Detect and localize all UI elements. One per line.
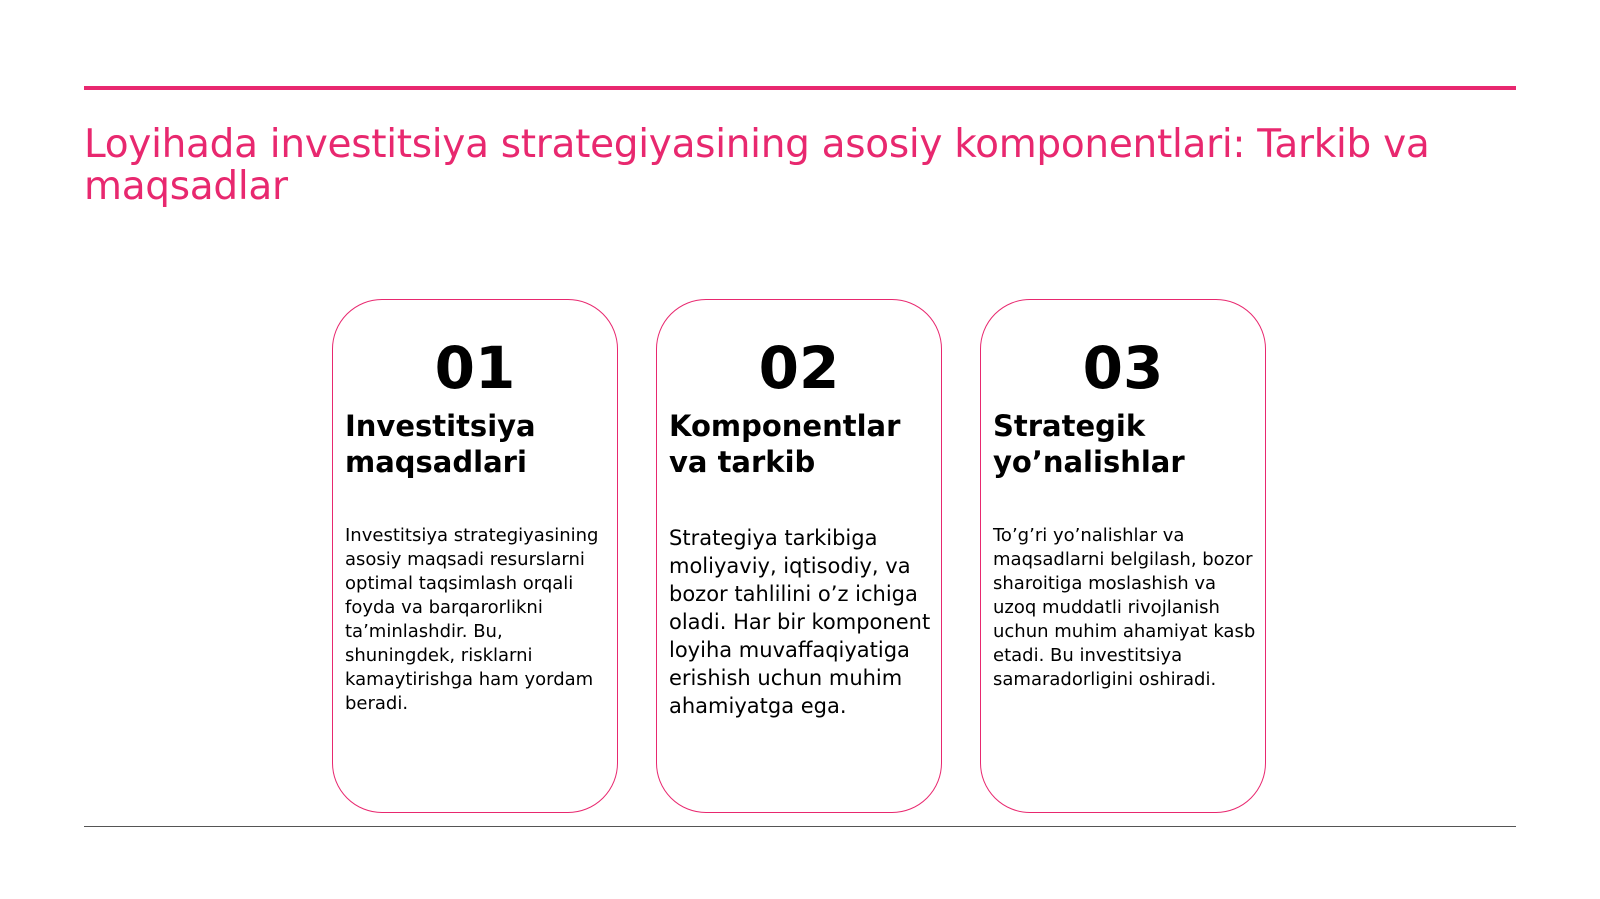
card-heading: Investitsiya maqsadlari bbox=[345, 409, 536, 479]
card-number: 01 bbox=[434, 334, 516, 402]
card-heading: Komponentlar va tarkib bbox=[669, 409, 901, 479]
card-body-text: Strategiya tarkibiga moliyaviy, iqtisodiy, va bozor tahlilini o’z ichiga oladi. Har bir komponent loyiha muvaffaqiyatiga erishish uchun muhim ahamiyatga ega. bbox=[669, 526, 931, 718]
card-strategic-directions bbox=[980, 299, 1266, 813]
bottom-divider-rule bbox=[84, 826, 1516, 827]
card-body-text: Investitsiya strategiyasining asosiy maqsadi resurslarni optimal taqsimlash orqali foyda va barqarorlikni ta’minlashdir. Bu, shuningdek, risklarni kamaytirishga ham yordam beradi. bbox=[345, 525, 599, 714]
slide-title: Loyihada investitsiya strategiyasining asosiy komponentlari: Tarkib va maqsadlar bbox=[84, 122, 1430, 209]
card-number: 02 bbox=[758, 334, 840, 402]
card-investment-goals bbox=[332, 299, 618, 813]
card-components-structure bbox=[656, 299, 942, 813]
top-accent-rule bbox=[84, 86, 1516, 90]
card-body-text: To’g’ri yo’nalishlar va maqsadlarni belgilash, bozor sharoitiga moslashish va uzoq muddatli rivojlanish uchun muhim ahamiyat kasb etadi. Bu investitsiya samaradorligini oshiradi. bbox=[993, 525, 1256, 690]
card-number: 03 bbox=[1082, 334, 1164, 402]
card-heading: Strategik yo’nalishlar bbox=[993, 409, 1185, 479]
